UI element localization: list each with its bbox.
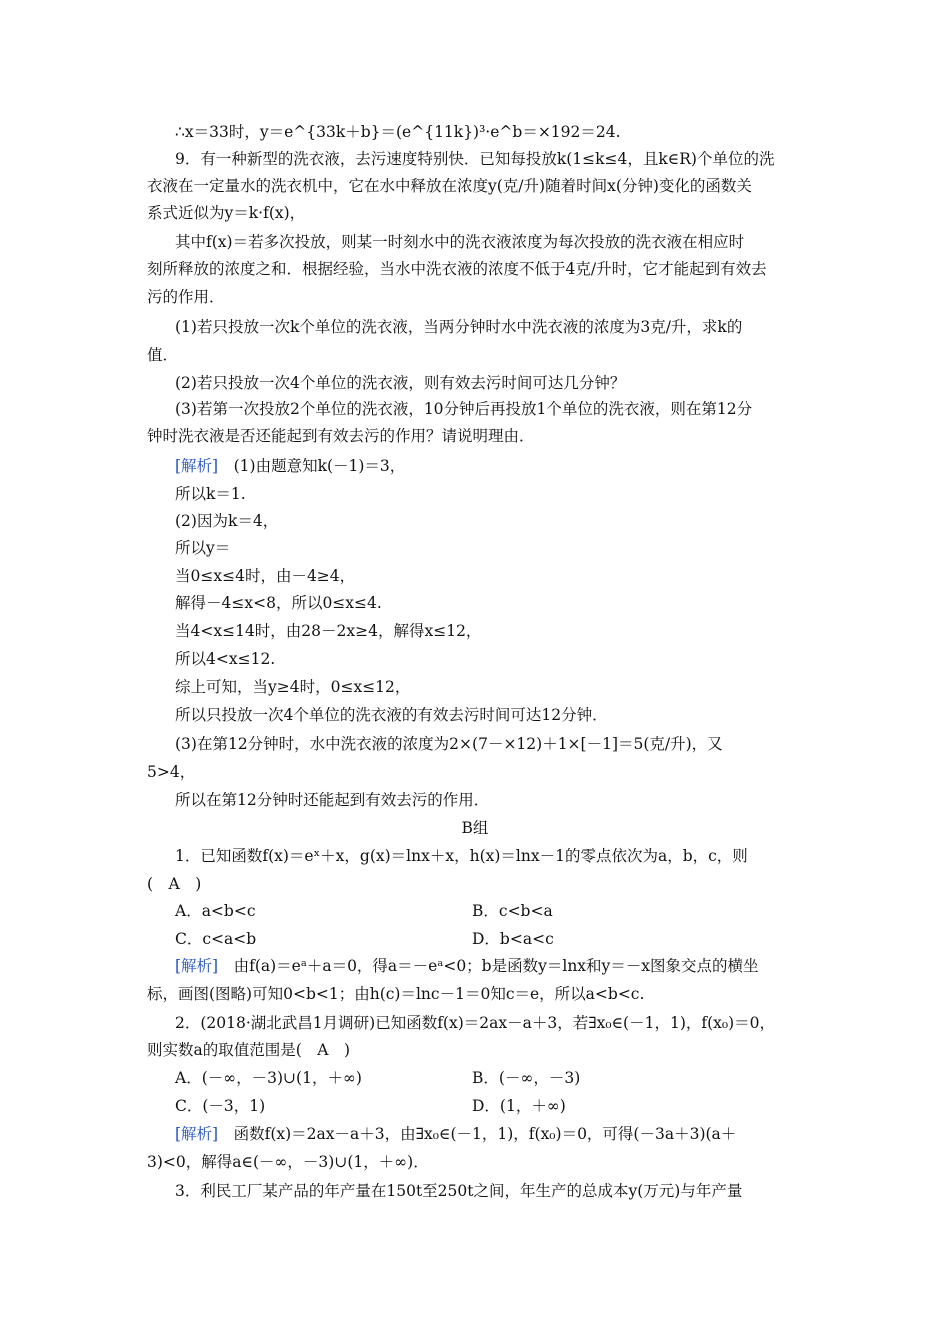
choice-option: A．(－∞，－3)∪(1，＋∞) — [175, 1069, 362, 1087]
choice-option: C．c<a<b — [175, 930, 257, 948]
text-line: 钟时洗衣液是否还能起到有效去污的作用？请说明理由． — [147, 427, 535, 445]
text-line-body: 由f(a)＝eᵃ＋a＝0，得a＝－eᵃ<0；b是函数y＝lnx和y＝－x图象交点的横坐 — [218, 957, 759, 975]
text-line — [175, 956, 759, 976]
text-line: 标，画图(图略)可知0<b<1；由h(c)＝lnc－1＝0知c＝e，所以a<b<c. — [147, 985, 645, 1003]
text-line: 污的作用． — [147, 288, 225, 306]
text-line-body: 函数f(x)＝2ax－a＋3，由∃x₀∈(－1，1)，f(x₀)＝0，可得(－3a＋3)(a＋ — [218, 1125, 737, 1143]
text-line: 值． — [147, 346, 179, 364]
choice-option: D．b<a<c — [472, 930, 554, 948]
text-line: 当0≤x≤4时，由－4≥4， — [175, 567, 356, 585]
text-line: ( A ) — [147, 875, 202, 893]
text-line: 所以k＝1. — [175, 485, 246, 503]
text-line: 所以只投放一次4个单位的洗衣液的有效去污时间可达12分钟． — [175, 706, 608, 724]
text-line: 所以在第12分钟时还能起到有效去污的作用． — [175, 791, 490, 809]
choice-option: B．(－∞，－3) — [472, 1069, 581, 1087]
section-heading: B组 — [461, 819, 489, 837]
text-line: 解得－4≤x<8，所以0≤x≤4. — [175, 594, 382, 612]
text-line: 3．利民工厂某产品的年产量在150t至250t之间，年生产的总成本y(万元)与年产量 — [175, 1182, 743, 1200]
text-line: 则实数a的取值范围是( A ) — [147, 1041, 351, 1059]
text-line — [175, 456, 405, 476]
text-line: 2．(2018·湖北武昌1月调研)已知函数f(x)＝2ax－a＋3，若∃x₀∈(－1，1)，f(x₀)＝0， — [175, 1014, 776, 1032]
choice-option: B．c<b<a — [472, 902, 553, 920]
text-line: 其中f(x)＝若多次投放，则某一时刻水中的洗衣液浓度为每次投放的洗衣液在相应时 — [175, 233, 745, 251]
text-line: (1)若只投放一次k个单位的洗衣液，当两分钟时水中洗衣液的浓度为3克/升，求k的 — [175, 318, 743, 336]
text-line: 刻所释放的浓度之和．根据经验，当水中洗衣液的浓度不低于4克/升时，它才能起到有效去 — [147, 260, 767, 278]
choice-option: D．(1，＋∞) — [472, 1097, 566, 1115]
choice-option: C．(－3，1) — [175, 1097, 266, 1115]
analysis-tag: [解析] — [175, 957, 219, 975]
text-line: 衣液在一定量水的洗衣机中，它在水中释放在浓度y(克/升)随着时间x(分钟)变化的函数关 — [147, 177, 752, 195]
analysis-tag: [解析] — [175, 457, 219, 475]
analysis-tag: [解析] — [175, 1125, 219, 1143]
text-line — [175, 1124, 736, 1144]
text-line: 所以y＝ — [175, 539, 231, 557]
text-line: ∴x＝33时，y＝e^{33k＋b}＝(e^{11k})³·e^b＝×192＝24. — [175, 123, 621, 141]
text-line: 9．有一种新型的洗衣液，去污速度特别快．已知每投放k(1≤k≤4，且k∈R)个单位的洗 — [175, 150, 775, 168]
text-line-body: (1)由题意知k(－1)＝3， — [218, 457, 406, 475]
text-line: 综上可知，当y≥4时，0≤x≤12， — [175, 678, 411, 696]
text-line: 3)<0，解得a∈(－∞，－3)∪(1，＋∞)． — [147, 1153, 429, 1171]
text-line: 当4<x≤14时，由28－2x≥4，解得x≤12， — [175, 622, 482, 640]
text-line: (3)若第一次投放2个单位的洗衣液，10分钟后再投放1个单位的洗衣液，则在第12分 — [175, 400, 753, 418]
text-line: (3)在第12分钟时，水中洗衣液的浓度为2×(7－×12)＋1×[－1]＝5(克/升)，又 — [175, 735, 723, 753]
text-line: 所以4<x≤12. — [175, 650, 276, 668]
text-line: 5>4， — [147, 763, 196, 781]
text-line: 系式近似为y＝k·f(x)， — [147, 204, 306, 222]
text-line: (2)因为k＝4， — [175, 512, 279, 530]
choice-option: A．a<b<c — [175, 902, 256, 920]
text-line: (2)若只投放一次4个单位的洗衣液，则有效去污时间可达几分钟？ — [175, 374, 626, 392]
text-line: 1．已知函数f(x)＝eˣ＋x，g(x)＝lnx＋x，h(x)＝lnx－1的零点依次为a，b，c，则 — [175, 847, 748, 865]
